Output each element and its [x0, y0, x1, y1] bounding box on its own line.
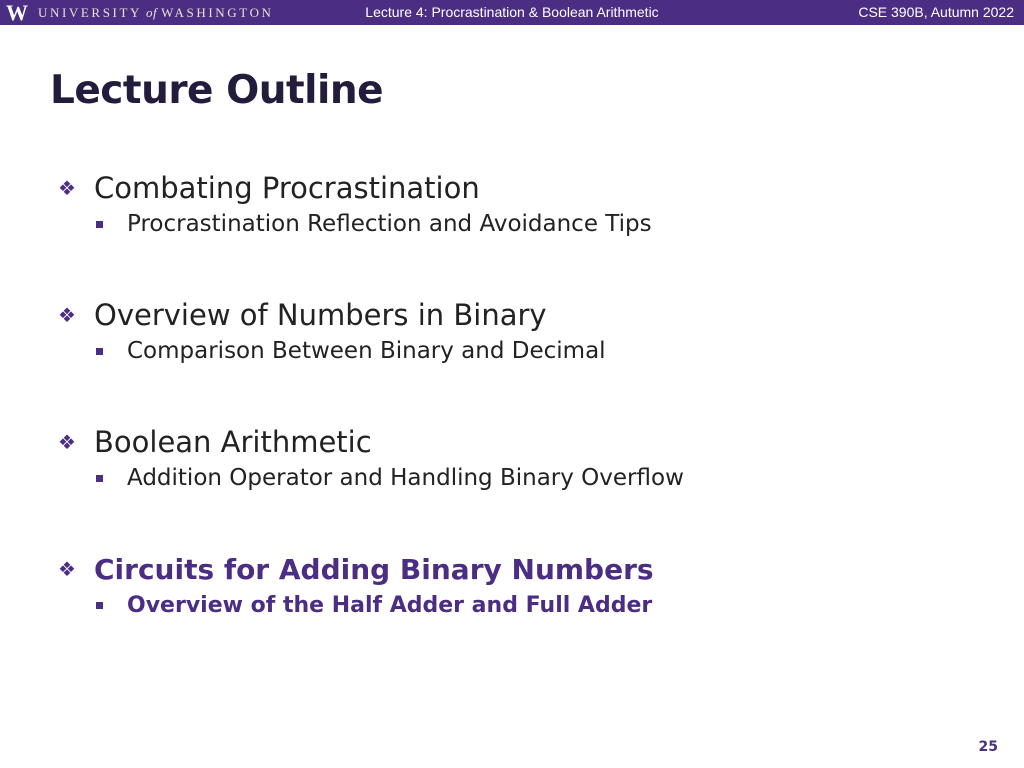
outline-item-label: Combating Procrastination	[94, 171, 480, 205]
outline-item	[58, 422, 998, 462]
outline-subitem	[96, 208, 998, 240]
square-bullet-icon	[96, 348, 103, 355]
header-bar	[0, 0, 1024, 25]
slide-title: Lecture Outline	[50, 68, 384, 113]
course-label: CSE 390B, Autumn 2022	[858, 4, 1014, 20]
outline-subitem	[96, 335, 998, 367]
outline-subitem	[96, 589, 998, 621]
diamond-bullet-icon: ❖	[58, 430, 76, 454]
outline-item	[58, 168, 998, 208]
uw-w-logo-icon: W	[6, 0, 28, 25]
page-number: 25	[978, 739, 998, 755]
outline-list	[58, 168, 998, 621]
university-name-of: of	[146, 4, 158, 20]
diamond-bullet-icon: ❖	[58, 303, 76, 327]
outline-item-label: Boolean Arithmetic	[94, 425, 372, 459]
outline-subitem-label: Comparison Between Binary and Decimal	[127, 338, 606, 364]
outline-item	[58, 295, 998, 335]
outline-subitem-label: Overview of the Half Adder and Full Adder	[127, 592, 653, 618]
outline-section	[58, 422, 998, 494]
outline-item-label: Circuits for Adding Binary Numbers	[94, 552, 654, 586]
square-bullet-icon	[96, 221, 103, 228]
university-name-part1: UNIVERSITY	[38, 4, 142, 20]
outline-subitem-label: Addition Operator and Handling Binary Overflow	[127, 465, 684, 491]
diamond-bullet-icon: ❖	[58, 176, 76, 200]
square-bullet-icon	[96, 475, 103, 482]
outline-item-label: Overview of Numbers in Binary	[94, 298, 547, 332]
outline-section	[58, 168, 998, 240]
university-name-part2: WASHINGTON	[161, 4, 274, 20]
outline-section	[58, 295, 998, 367]
square-bullet-icon	[96, 602, 103, 609]
outline-subitem	[96, 462, 998, 494]
outline-subitem-label: Procrastination Reflection and Avoidance Tips	[127, 211, 652, 237]
lecture-title-text: Lecture 4: Procrastination & Boolean Arithmetic	[365, 4, 659, 20]
diamond-bullet-icon: ❖	[58, 557, 76, 581]
outline-item	[58, 549, 998, 589]
outline-section-current	[58, 549, 998, 621]
